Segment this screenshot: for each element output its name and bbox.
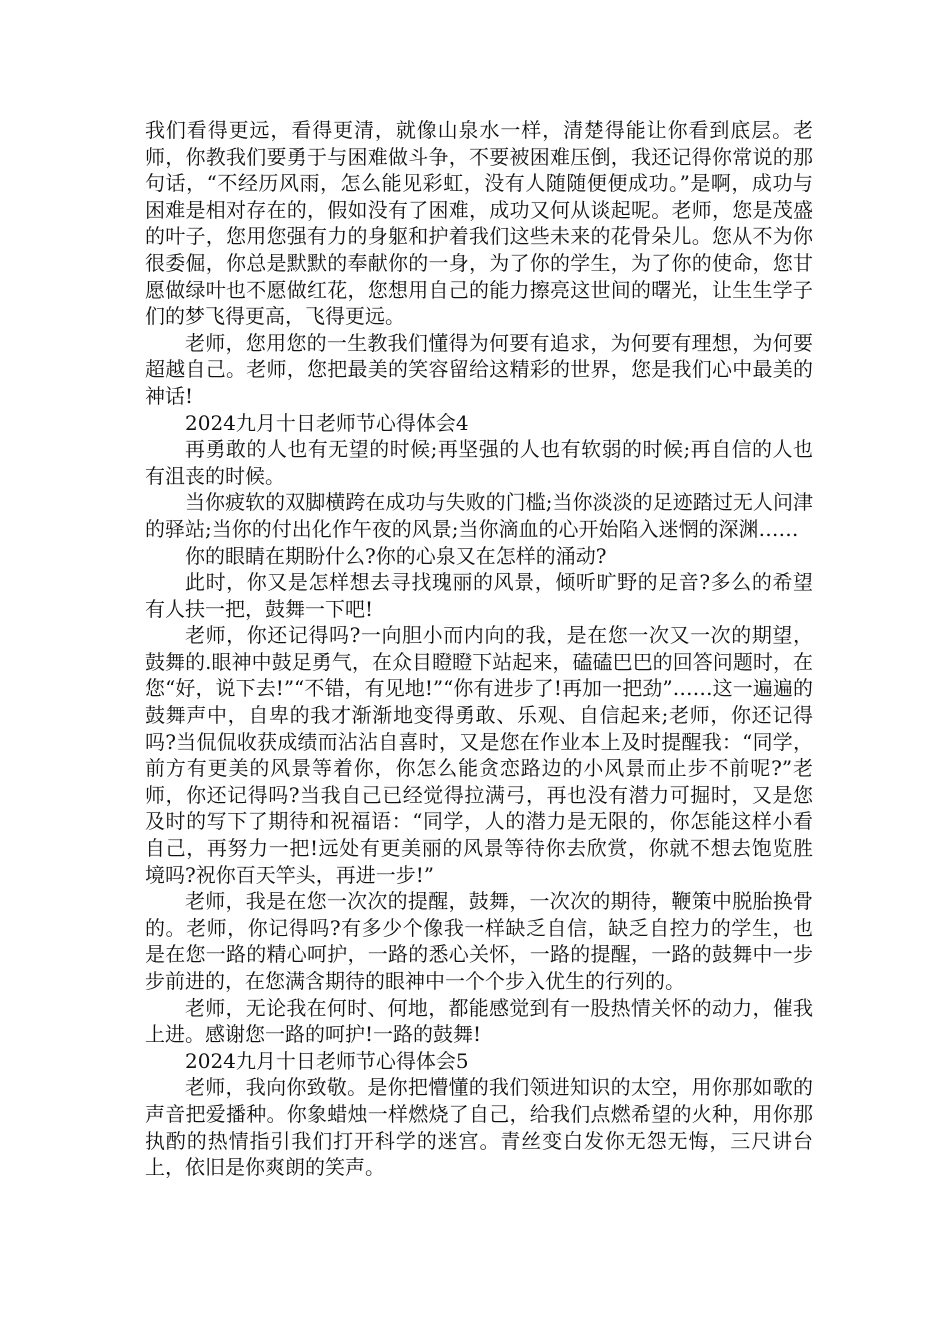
paragraph: 老师，我向你致敬。是你把懵懂的我们领进知识的太空，用你那如歌的声音把爱播种。你象蜡烛一样燃烧了自己，给我们点燃希望的火种，用你那执酌的热情指引我们打开科学的迷宫。青丝变白发你无怨无悔，三尺讲台上，依旧是你爽朗的笑声。 bbox=[145, 1075, 813, 1180]
paragraph: 再勇敢的人也有无望的时候;再坚强的人也有软弱的时候;再自信的人也有沮丧的时候。 bbox=[145, 437, 813, 488]
paragraph: 老师，您用您的一生教我们懂得为何要有追求，为何要有理想，为何要超越自己。老师，您把最美的笑容留给这精彩的世界，您是我们心中最美的神话! bbox=[145, 330, 813, 408]
paragraph: 老师，无论我在何时、何地，都能感觉到有一股热情关怀的动力，催我上进。感谢您一路的呵护!一路的鼓舞! bbox=[145, 995, 813, 1047]
paragraph: 当你疲软的双脚横跨在成功与失败的门槛;当你淡淡的足迹踏过无人问津的驿站;当你的付出化作午夜的风景;当你滴血的心开始陷入迷惘的深渊…… bbox=[145, 490, 813, 541]
paragraph: 此时，你又是怎样想去寻找瑰丽的风景，倾听旷野的足音?多么的希望有人扶一把，鼓舞一下吧! bbox=[145, 570, 813, 621]
paragraph: 老师，你还记得吗?一向胆小而内向的我，是在您一次又一次的期望，鼓舞的.眼神中鼓足勇气，在众目瞪瞪下站起来，磕磕巴巴的回答问题时，在您“好，说下去!”“不错，有见地!”“你有进步了!再加一把劲”……这一遍遍的鼓舞声中，自卑的我才渐渐地变得勇敢、乐观、自信起来;老师，你还记得吗?当侃侃收获成绩而沾沾自喜时，又是您在作业本上及时提醒我：“同学，前方有更美的风景等着你，你怎么能贪恋路边的小风景而止步不前呢?”老师，你还记得吗?当我自己已经觉得拉满弓，再也没有潜力可掘时，又是您及时的写下了期待和祝福语：“同学，人的潜力是无限的，你怎能这样小看自己，再努力一把!远处有更美丽的风景等待你去欣赏，你就不想去饱览胜境吗?祝你百天竿头，再进一步!” bbox=[145, 623, 813, 887]
paragraph: 老师，我是在您一次次的提醒，鼓舞，一次次的期待，鞭策中脱胎换骨的。老师，你记得吗?有多少个像我一样缺乏自信，缺乏自控力的学生，也是在您一路的精心呵护，一路的悉心关怀，一路的提醒，一路的鼓舞中一步步前进的，在您满含期待的眼神中一个个步入优生的行列的。 bbox=[145, 889, 813, 993]
section-heading-5: 2024九月十日老师节心得体会5 bbox=[185, 1048, 469, 1073]
section-heading-4: 2024九月十日老师节心得体会4 bbox=[185, 410, 469, 435]
paragraph: 你的眼睛在期盼什么?你的心泉又在怎样的涌动? bbox=[185, 543, 607, 568]
paragraph-continuation: 我们看得更远，看得更清，就像山泉水一样，清楚得能让你看到底层。老师，你教我们要勇于与困难做斗争，不要被困难压倒，我还记得你常说的那句话，“不经历风雨，怎么能见彩虹，没有人随随便便成功。”是啊，成功与困难是相对存在的，假如没有了困难，成功又何从谈起呢。老师，您是茂盛的叶子，您用您强有力的身躯和护着我们这些未来的花骨朵儿。您从不为你很委倔，你总是默默的奉献你的一身，为了你的学生，为了你的使命，您甘愿做绿叶也不愿做红花，您想用自己的能力擦亮这世间的曙光，让生生学子们的梦飞得更高，飞得更远。 bbox=[145, 118, 813, 329]
document-body bbox=[145, 117, 813, 1181]
